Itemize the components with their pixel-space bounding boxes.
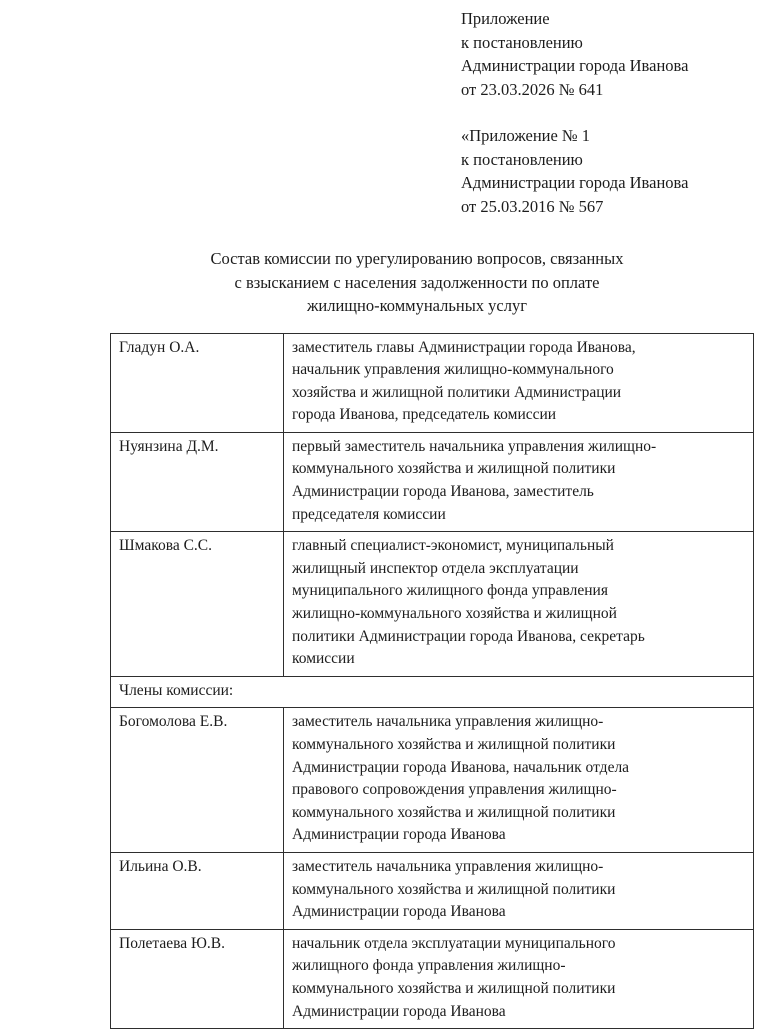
member-name-cell: Ильина О.В. [111, 852, 284, 929]
member-name-cell: Гладун О.А. [111, 333, 284, 432]
table-row [111, 532, 754, 677]
table-row-group-header [111, 676, 754, 708]
header-line: Приложение [461, 7, 764, 31]
member-role-line: начальник отдела эксплуатации муниципального [292, 933, 747, 956]
header-line: от 23.03.2026 № 641 [461, 78, 764, 102]
member-role-line: председателя комиссии [292, 504, 747, 527]
member-role-line: первый заместитель начальника управления жилищно- [292, 436, 747, 459]
member-role-line: заместитель главы Администрации города Иванова, [292, 337, 747, 360]
member-role-line: комиссии [292, 648, 747, 671]
table-row [111, 333, 754, 432]
page-title-line: Состав комиссии по урегулированию вопросов, связанных [110, 247, 724, 271]
appendix-header-zone [0, 0, 780, 218]
table-row [111, 432, 754, 531]
member-role-line: коммунального хозяйства и жилищной политики [292, 978, 747, 1001]
member-name-cell: Нуянзина Д.М. [111, 432, 284, 531]
page-title-line: с взысканием с населения задолженности по оплате [110, 271, 724, 295]
table-row [111, 708, 754, 853]
member-role-line: заместитель начальника управления жилищно- [292, 856, 747, 879]
member-name-cell: Богомолова Е.В. [111, 708, 284, 853]
member-role-cell [284, 929, 754, 1028]
table-row [111, 929, 754, 1028]
member-role-cell [284, 532, 754, 677]
commission-composition-table [110, 333, 754, 1029]
page-title-line: жилищно-коммунальных услуг [110, 294, 724, 318]
member-role-line: жилищно-коммунального хозяйства и жилищной [292, 603, 747, 626]
member-role-line: муниципального жилищного фонда управления [292, 580, 747, 603]
header-line: «Приложение № 1 [461, 124, 764, 148]
header-line: к постановлению [461, 148, 764, 172]
member-role-line: коммунального хозяйства и жилищной политики [292, 802, 747, 825]
member-role-line: коммунального хозяйства и жилищной политики [292, 458, 747, 481]
member-role-cell [284, 852, 754, 929]
appendix-reference-quoted [461, 124, 764, 218]
member-role-line: города Иванова, председатель комиссии [292, 404, 747, 427]
commission-table-body [111, 333, 754, 1029]
header-line: Администрации города Иванова [461, 54, 764, 78]
member-role-line: политики Администрации города Иванова, секретарь [292, 626, 747, 649]
member-role-line: коммунального хозяйства и жилищной политики [292, 734, 747, 757]
member-role-line: коммунального хозяйства и жилищной политики [292, 879, 747, 902]
appendix-reference-new [461, 7, 764, 101]
page-title [0, 247, 780, 318]
member-role-line: Администрации города Иванова [292, 901, 747, 924]
member-role-cell [284, 333, 754, 432]
commission-table-wrapper [0, 333, 780, 1029]
member-role-line: жилищного фонда управления жилищно- [292, 955, 747, 978]
member-role-line: хозяйства и жилищной политики Администрации [292, 382, 747, 405]
member-role-line: Администрации города Иванова [292, 824, 747, 847]
member-role-line: главный специалист-экономист, муниципальный [292, 535, 747, 558]
member-role-cell [284, 432, 754, 531]
member-role-cell [284, 708, 754, 853]
member-role-line: Администрации города Иванова, начальник отдела [292, 757, 747, 780]
member-role-line: жилищный инспектор отдела эксплуатации [292, 558, 747, 581]
table-row [111, 852, 754, 929]
header-line: от 25.03.2016 № 567 [461, 195, 764, 219]
member-role-line: начальник управления жилищно-коммунального [292, 359, 747, 382]
member-role-line: правового сопровождения управления жилищно- [292, 779, 747, 802]
member-name-cell: Полетаева Ю.В. [111, 929, 284, 1028]
group-header-label: Члены комиссии: [111, 676, 754, 708]
member-name-cell: Шмакова С.С. [111, 532, 284, 677]
member-role-line: заместитель начальника управления жилищно- [292, 711, 747, 734]
member-role-line: Администрации города Иванова [292, 1001, 747, 1024]
header-line: Администрации города Иванова [461, 171, 764, 195]
member-role-line: Администрации города Иванова, заместитель [292, 481, 747, 504]
header-line: к постановлению [461, 31, 764, 55]
